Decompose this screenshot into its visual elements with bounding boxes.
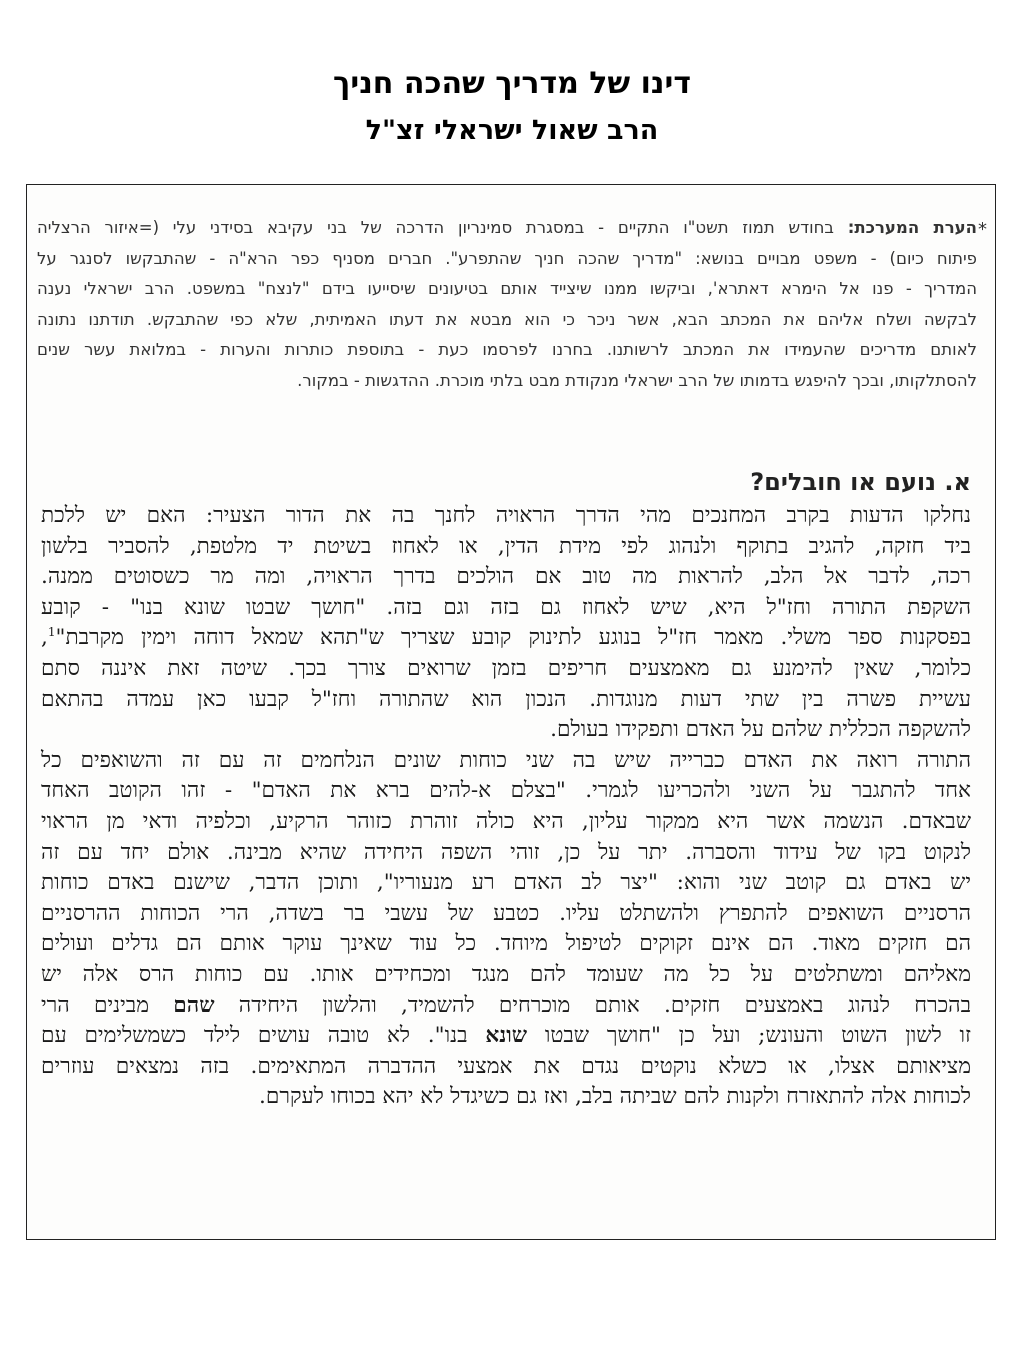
body-line: ביד חזקה, להגיב בתוקף ולנהוג לפי מידת הדין, או לאחוז בשיטת יד מלטפת, להסביר בלשון (41, 533, 971, 559)
page-author: הרב שאול ישראלי זצ"ל (365, 115, 659, 146)
body-line: אחד להתגבר על השני ולהכריעו לגמרי. "בצלם א-להים ברא את האדם" - זהו הקוטב האחד (41, 778, 971, 804)
note-line: הערת המערכת: בחודש תמוז תשט"ו התקיים - במסגרת סמינריון הדרכה של בני עקיבא בסידני עלי (=איזור הרצליה (37, 218, 977, 237)
body-line: התורה רואה את האדם כברייה שיש בה שני כוחות שונים הנלחמים זה עם זה והשואפים כל (41, 747, 971, 773)
footnote-ref[interactable]: 1 (47, 625, 56, 640)
note-asterisk: * (978, 219, 987, 240)
body-line: לכוחות אלה להתאזרח ולקנות להם שביתה בלב, ואז גם כשיגדל לא יהא בכוחו לעקרם. (259, 1084, 971, 1110)
body-line: כלומר, שאין להימנע גם מאמצעים חריפים בזמן שרואים צורך בכך. שיטה זאת איננה סתם (41, 655, 971, 681)
scanned-article (26, 184, 996, 1240)
section-body (41, 501, 971, 1113)
body-line: בהכרח לנהוג באמצעים חזקים. אותם מוכרחים להשמיד, והלשון היחידה שהם מבינים הרי (41, 992, 971, 1018)
body-line: הרסניים השואפים להתפרץ ולהשתלט עליו. כטבע של עשבי בר בשדה, הרי הכוחות ההרסניים (41, 900, 971, 926)
body-line: זו לשון השוט והעונש; ועל כן "חושך שבטו שונא בנו". לא טובה עושים לילד כשמשלימים עם (41, 1023, 971, 1049)
note-line: לאותם מדריכים שהעמידו את המכתב לרשותנו. בחרנו לפרסמו כעת - בתוספת כותרות והערות - במלואת עשר שנים (37, 340, 977, 359)
body-line: יש באדם גם קוטב שני והוא: "יצר לב האדם רע מנעוריו", ותוכן הדבר, שישנם באדם כוחות (41, 870, 971, 896)
bold-word: שהם (173, 992, 215, 1018)
body-line: הם חזקים מאוד. הם אינם זקוקים לטיפול מיוחד. כל עוד שאינך עוקר אותם הם גדלים ועולים (41, 931, 971, 957)
body-line: נחלקו הדעות בקרב המחנכים מהי הדרך הראויה לחנך בה את הדור הצעיר: האם יש ללכת (41, 503, 971, 528)
section-heading: א. נועם או חובלים? (750, 468, 971, 496)
body-line: עשיית פשרה בין שתי דעות מנוגדות. הנכון הוא שהתורה וחז"ל קבעו כאן עמדה בהתאם (41, 686, 971, 712)
body-line: שבאדם. הנשמה אשר היא ממקור עליון, היא כולה זוהרת כזוהר הרקיע, וכלפיה ודאי מן הראוי (41, 808, 971, 834)
note-lead: הערת המערכת: (847, 218, 977, 237)
note-line: המדריך - פנו אל הימרא דאתרא', וביקשו ממנו שיצייד אותם בטיעונים שיסייעו בידם "לנצח" במשפט. הרב ישראלי נענה (37, 279, 977, 298)
body-line: מציאותם אצלו, או כשלא נוקטים נגדם את אמצעי ההדברה המתאימים. בזה נמצאים עוזרים (41, 1053, 971, 1079)
body-line: רכה, לדבר אל הלב, להראות מה טוב אם הולכים בדרך הראויה, ומה מר כשסוטים ממנה. (41, 564, 971, 590)
editor-note (37, 213, 987, 396)
body-line: לנקוט בקו של עידוד והסברה. יתר על כן, זוהי השפה היחידה שהיא מבינה. אולם יחד עם זה (41, 839, 971, 865)
note-line: להסתלקותו, ובכך להיפגש בדמותו של הרב ישראלי מנקודת מבט בלתי מוכרת. ההדגשות - במקור. (297, 370, 977, 390)
body-line: בפסקנות ספר משלי. מאמר חז"ל בנוגע לתינוק קובע שצריך ש"תהא שמאל דוחה וימין מקרבת"$^1$, (41, 625, 971, 651)
body-line: להשקפה הכללית שלהם על האדם ותפקידו בעולם. (550, 717, 971, 743)
section-a (41, 467, 971, 1113)
page-title: דינו של מדריך שהכה חניך (333, 66, 691, 101)
note-line: פיתוח כיום) - משפט מבויים בנושא: "מדריך שהכה חניך שהתפרע". חברים מסניף כפר הרא"ה - שהתבקשו לסנגר על (37, 248, 977, 268)
body-line: מאליהם ומשתלטים על כל מה שעומד להם מנגד ומכחידים אותו. עם כוחות הרס אלה יש (41, 961, 971, 987)
body-line: השקפת התורה וחז"ל היא, שיש לאחוז גם בזה וגם בזה. "חושך שבטו שונא בנו" - קובע (41, 594, 971, 620)
note-line: לבקשה ושלח אליהם את המכתב הבא, אשר ניכר כי הוא מבטא את דעתו האמיתית, שלא כפי שהתבקש. תודתנו נתונה (37, 309, 977, 329)
bold-word: שונא (485, 1023, 528, 1049)
